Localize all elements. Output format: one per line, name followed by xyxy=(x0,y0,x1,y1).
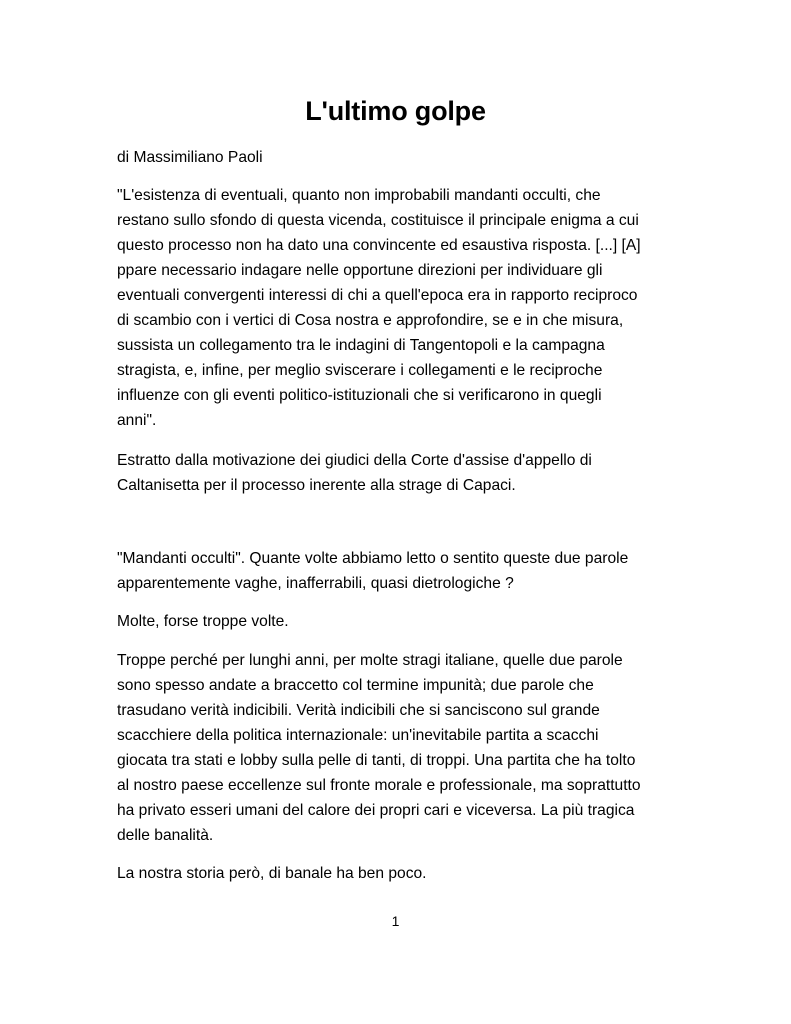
page-number: 1 xyxy=(391,913,400,929)
excerpt-line: Caltanisetta per il processo inerente alla strage di Capaci. xyxy=(117,477,516,494)
paragraph-line: giocata tra stati e lobby sulla pelle di tanti, di troppi. Una partita che ha tolto xyxy=(117,752,636,769)
paragraph-line: ha privato esseri umani del calore dei propri cari e viceversa. La più tragica xyxy=(117,802,635,819)
paragraph-line: Troppe perché per lunghi anni, per molte stragi italiane, quelle due parole xyxy=(117,652,623,669)
quote-line: questo processo non ha dato una convincente ed esaustiva risposta. [...] [A] xyxy=(117,237,641,254)
paragraph-line: Molte, forse troppe volte. xyxy=(117,613,289,630)
paragraph-line: delle banalità. xyxy=(117,827,214,844)
quote-line: sussista un collegamento tra le indagini di Tangentopoli e la campagna xyxy=(117,337,605,354)
paragraph-line: scacchiere della politica internazionale: un'inevitabile partita a scacchi xyxy=(117,727,599,744)
quote-line: anni". xyxy=(117,412,157,429)
quote-line: stragista, e, infine, per meglio sviscerare i collegamenti e le reciproche xyxy=(117,362,603,379)
quote-line: di scambio con i vertici di Cosa nostra e approfondire, se e in che misura, xyxy=(117,312,624,329)
paragraph-storia xyxy=(117,861,692,886)
paragraph-line: apparentemente vaghe, inafferrabili, quasi dietrologiche ? xyxy=(117,575,514,592)
quote-line: ppare necessario indagare nelle opportune direzioni per individuare gli xyxy=(117,262,603,279)
paragraph-mandanti xyxy=(117,546,692,596)
quote-paragraph xyxy=(117,183,692,433)
paragraph-troppe xyxy=(117,648,692,848)
paragraph-line: sono spesso andate a braccetto col termine impunità; due parole che xyxy=(117,677,594,694)
paragraph-line: al nostro paese eccellenze sul fronte morale e professionale, ma soprattutto xyxy=(117,777,641,794)
quote-line: eventuali convergenti interessi di chi a quell'epoca era in rapporto reciproco xyxy=(117,287,638,304)
paragraph-line: La nostra storia però, di banale ha ben poco. xyxy=(117,865,427,882)
excerpt-line: Estratto dalla motivazione dei giudici della Corte d'assise d'appello di xyxy=(117,452,592,469)
excerpt-paragraph xyxy=(117,448,692,498)
quote-line: "L'esistenza di eventuali, quanto non improbabili mandanti occulti, che xyxy=(117,187,601,204)
paragraph-molte xyxy=(117,609,692,634)
paragraph-line: "Mandanti occulti". Quante volte abbiamo letto o sentito queste due parole xyxy=(117,550,629,567)
quote-line: restano sullo sfondo di questa vicenda, costituisce il principale enigma a cui xyxy=(117,212,639,229)
paragraph-line: trasudano verità indicibili. Verità indicibili che si sanciscono sul grande xyxy=(117,702,600,719)
document-title: L'ultimo golpe xyxy=(305,96,486,126)
author-line: di Massimiliano Paoli xyxy=(117,149,263,166)
quote-line: influenze con gli eventi politico-istituzionali che si verificarono in quegli xyxy=(117,387,602,404)
